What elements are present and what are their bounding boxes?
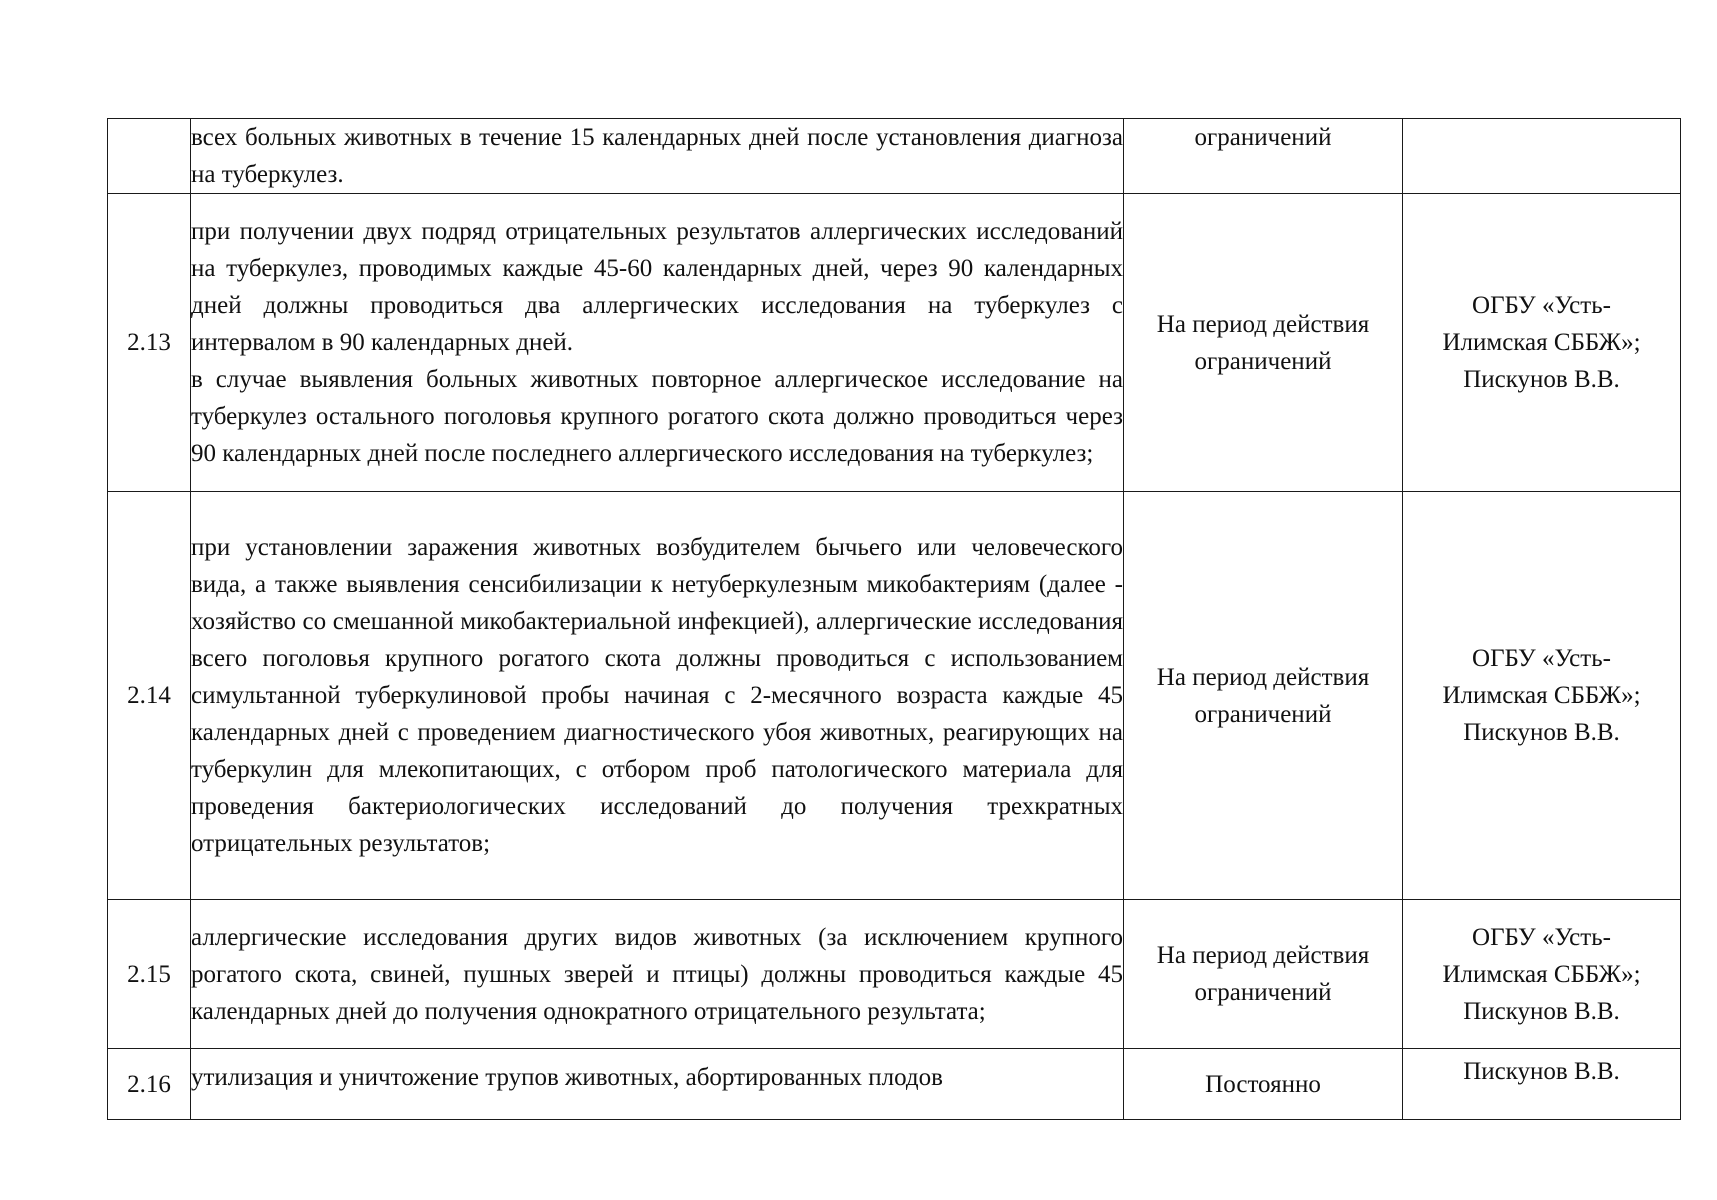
responsible-line: ОГБУ «Усть- [1472, 923, 1611, 951]
responsible-line: Пискунов В.В. [1463, 719, 1620, 746]
term-cell [1124, 492, 1403, 900]
responsible-cell [1403, 900, 1681, 1049]
measure-paragraph: всех больных животных в течение 15 календарных дней после установления диагноза на туберкулез. [191, 124, 1123, 188]
table-row [108, 194, 1681, 492]
item-number [108, 119, 191, 194]
responsible-line: ОГБУ «Усть- [1472, 292, 1611, 319]
measures-table [107, 118, 1681, 1120]
table-row [108, 492, 1681, 900]
measure-paragraph: утилизация и уничтожение трупов животных, абортированных плодов [191, 1064, 943, 1091]
term-cell [1124, 1049, 1403, 1120]
measure-text [191, 119, 1124, 194]
term-line: ограничений [1194, 979, 1332, 1006]
measure-paragraph: аллергические исследования других видов животных (за исключением крупного рогатого скота, свиней, пушных зверей и птицы) должны проводиться каждые 45 календарных дней до получения однократного отрицательного результата; [191, 923, 1123, 1025]
responsible-cell [1403, 492, 1681, 900]
term-line: На период действия [1156, 942, 1370, 969]
term-line: ограничений [1194, 124, 1332, 151]
term-cell [1124, 119, 1403, 194]
measure-text [191, 492, 1124, 900]
term-cell [1124, 194, 1403, 492]
responsible-cell [1403, 1049, 1681, 1120]
responsible-line: Пискунов В.В. [1463, 1058, 1620, 1085]
table-row [108, 1049, 1681, 1120]
responsible-line: Пискунов В.В. [1463, 366, 1620, 393]
measure-paragraph: в случае выявления больных животных повторное аллергическое исследование на туберкулез остального поголовья крупного рогатого скота должно проводиться через 90 календарных дней после последнего аллергического исследования на туберкулез; [191, 366, 1123, 467]
measure-paragraph: при получении двух подряд отрицательных результатов аллергических исследований на туберкулез, проводимых каждые 45-60 календарных дней, через 90 календарных дней должны проводиться два аллергических исследования на туберкулез с интервалом в 90 календарных дней. [191, 218, 1123, 356]
term-cell [1124, 900, 1403, 1049]
responsible-line: Илимская СББЖ»; [1442, 329, 1641, 356]
responsible-cell [1403, 119, 1681, 194]
term-line: Постоянно [1205, 1070, 1321, 1098]
term-line: На период действия [1156, 310, 1370, 338]
table-row [108, 900, 1681, 1049]
item-number: 2.14 [108, 492, 191, 900]
item-number: 2.13 [108, 194, 191, 492]
term-line: ограничений [1194, 700, 1332, 728]
item-number: 2.15 [108, 900, 191, 1049]
table-row [108, 119, 1681, 194]
responsible-line: Илимская СББЖ»; [1442, 682, 1641, 709]
term-line: На период действия [1156, 663, 1370, 691]
term-line: ограничений [1194, 347, 1332, 375]
responsible-line: Илимская СББЖ»; [1442, 960, 1641, 988]
responsible-line: ОГБУ «Усть- [1472, 645, 1611, 672]
measure-text [191, 1049, 1124, 1120]
measure-text [191, 900, 1124, 1049]
responsible-cell [1403, 194, 1681, 492]
item-number: 2.16 [108, 1049, 191, 1120]
responsible-line: Пискунов В.В. [1463, 997, 1620, 1025]
measure-paragraph: при установлении заражения животных возбудителем бычьего или человеческого вида, а также выявления сенсибилизации к нетуберкулезным микобактериям (далее - хозяйство со смешанной микобактериальной инфекцией), аллергические исследования всего поголовья крупного рогатого скота должны проводиться с использованием симультанной туберкулиновой пробы начиная с 2-месячного возраста каждые 45 календарных дней с проведением диагностического убоя животных, реагирующих на туберкулин для млекопитающих, с отбором проб патологического материала для проведения бактериологических исследований до получения трехкратных отрицательных результатов; [191, 534, 1123, 857]
measure-text [191, 194, 1124, 492]
